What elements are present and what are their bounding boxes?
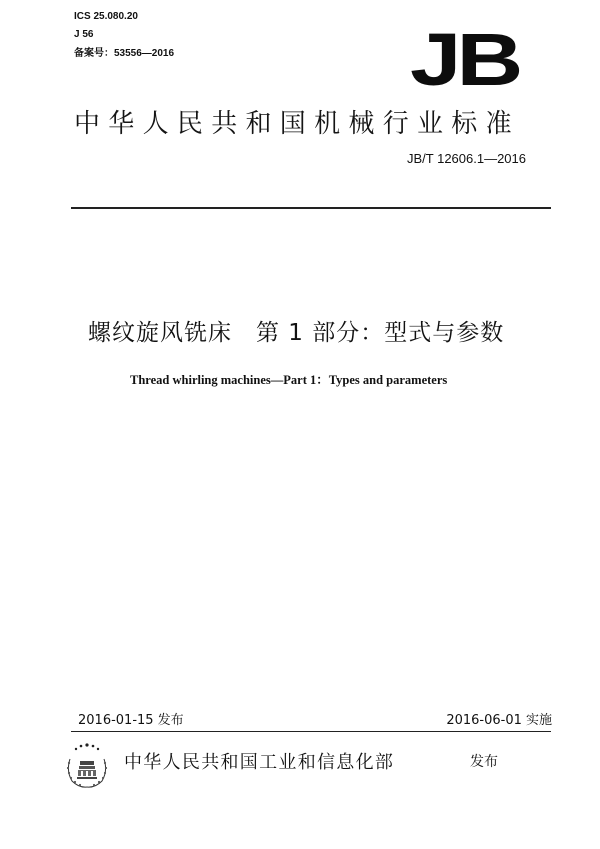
issue-date: 2016-01-15 发布 (78, 713, 184, 728)
standard-category: 中华人民共和国机械行业标准 (74, 109, 520, 139)
document-title-cn (88, 314, 504, 347)
jb-logo: JB (410, 18, 519, 101)
title-main: 螺纹旋风铣床 (88, 320, 232, 346)
ics-code: ICS 25.080.20 (74, 11, 138, 22)
standard-number: JB/T 12606.1—2016 (406, 151, 526, 166)
publish-label: 发布 (470, 754, 498, 770)
document-title-en: Thread whirling machines—Part 1：Types and parameters (130, 373, 448, 387)
ccs-code: J 56 (74, 29, 94, 40)
implementation-date: 2016-06-01 实施 (446, 713, 552, 728)
bottom-divider (71, 731, 551, 732)
national-emblem-icon (62, 741, 112, 791)
top-divider (71, 207, 551, 209)
title-part: 第 1 部分：型式与参数 (256, 320, 505, 346)
publisher-name: 中华人民共和国工业和信息化部 (124, 752, 395, 773)
record-number: 备案号：53556—2016 (74, 48, 175, 59)
